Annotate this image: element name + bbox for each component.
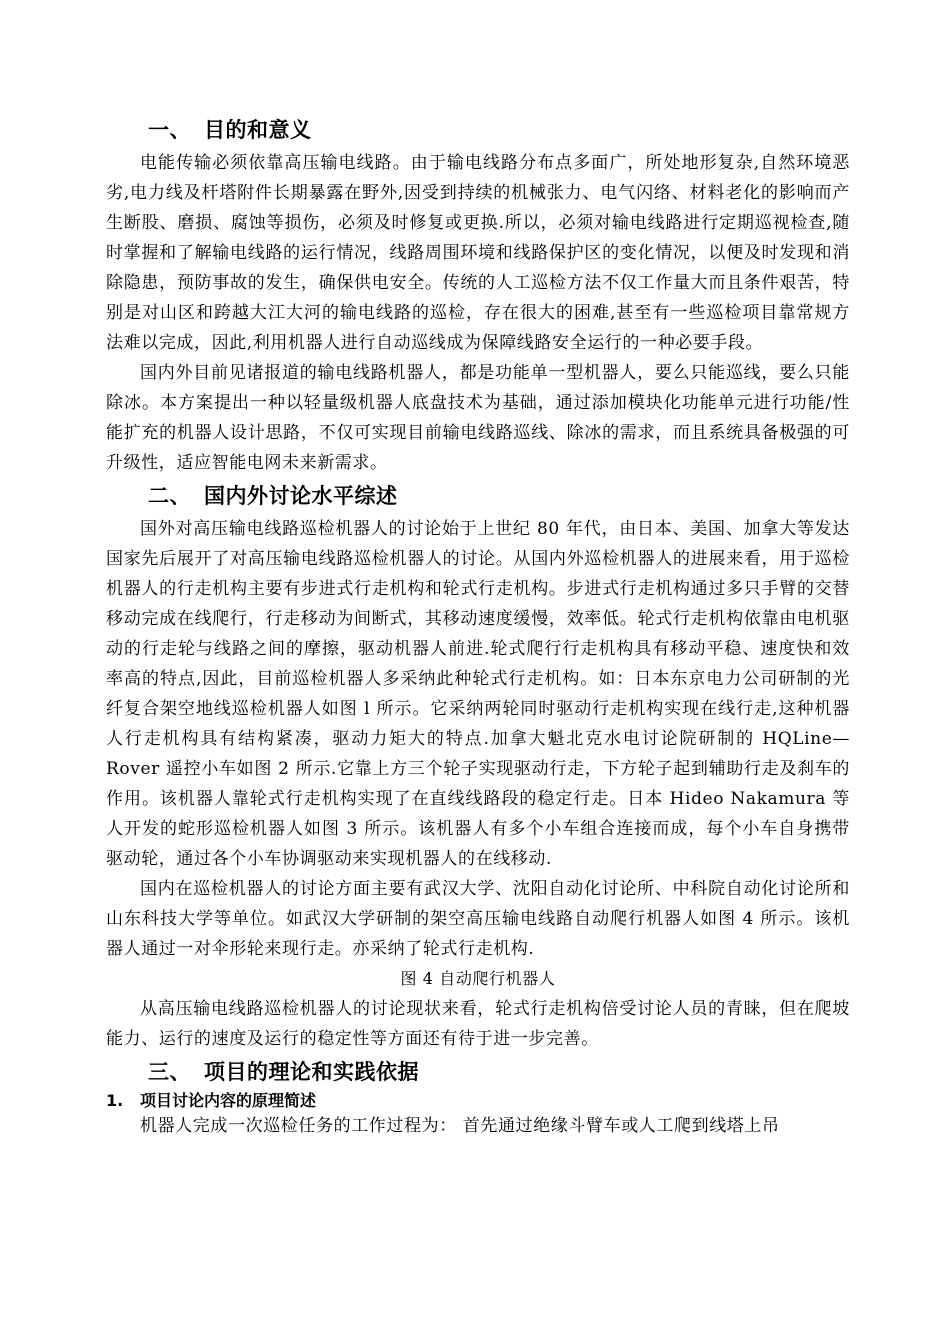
section-heading-1: [106, 112, 850, 148]
section-title: 目的和意义: [204, 118, 312, 142]
paragraph: 国内外目前见诸报道的输电线路机器人，都是功能单一型机器人，要么只能巡线，要么只能除冰。本方案提出一种以轻量级机器人底盘技术为基础，通过添加模块化功能单元进行功能/性能扩充的机器人设计思路，不仅可实现目前输电线路巡线、除冰的需求，而且系统具备极强的可升级性，适应智能电网未来新需求。: [106, 363, 850, 473]
paragraph: 电能传输必须依靠高压输电线路。由于输电线路分布点多面广，所处地形复杂,自然环境恶劣,电力线及杆塔附件长期暴露在野外,因受到持续的机械张力、电气闪络、材料老化的影响而产生断股、磨损、腐蚀等损伤，必须及时修复或更换.所以，必须对输电线路进行定期巡视检查,随时掌握和了解输电线路的运行情况，线路周围环境和线路保护区的变化情况，以便及时发现和消除隐患，预防事故的发生，确保供电安全。传统的人工巡检方法不仅工作量大而且条件艰苦，特别是对山区和跨越大江大河的输电线路的巡检，存在很大的困难,甚至有一些巡检项目靠常规方法难以完成，因此,利用机器人进行自动巡线成为保障线路安全运行的一种必要手段。: [106, 153, 850, 353]
paragraph: 机器人完成一次巡检任务的工作过程为： 首先通过绝缘斗臂车或人工爬到线塔上吊: [140, 1116, 780, 1136]
subsection-heading: [106, 1090, 850, 1112]
section-number: 二、: [148, 484, 191, 508]
section-heading-3: [106, 1054, 850, 1090]
section-heading-2: [106, 478, 850, 514]
section-title: 国内外讨论水平综述: [204, 484, 398, 508]
section-number: 一、: [148, 118, 191, 142]
paragraph: 国外对高压输电线路巡检机器人的讨论始于上世纪 80 年代，由日本、美国、加拿大等发达国家先后展开了对高压输电线路巡检机器人的讨论。从国内外巡检机器人的进展来看，用于巡检机器人的行走机构主要有步进式行走机构和轮式行走机构。步进式行走机构通过多只手臂的交替移动完成在线爬行，行走移动为间断式，其移动速度缓慢，效率低。轮式行走机构依靠由电机驱动的行走轮与线路之间的摩擦，驱动机器人前进.轮式爬行行走机构具有移动平稳、速度快和效率高的特点,因此，目前巡检机器人多采纳此种轮式行走机构。如：日本东京电力公司研制的光纤复合架空地线巡检机器人如图 l 所示。它采纳两轮同时驱动行走机构实现在线行走,这种机器人行走机构具有结构紧凑，驱动力矩大的特点.加拿大魁北克水电讨论院研制的 HQLine—Rover 遥控小车如图 2 所示.它靠上方三个轮子实现驱动行走，下方轮子起到辅助行走及刹车的作用。该机器人靠轮式行走机构实现了在直线线路段的稳定行走。日本 Hideo Nakamura 等人开发的蛇形巡检机器人如图 3 所示。该机器人有多个小车组合连接而成，每个小车自身携带驱动轮，通过各个小车协调驱动来实现机器人的在线移动.: [106, 519, 850, 869]
figure-caption: 图 4 自动爬行机器人: [400, 969, 556, 988]
subsection-number: 1.: [106, 1091, 124, 1110]
paragraph: 国内在巡检机器人的讨论方面主要有武汉大学、沈阳自动化讨论所、中科院自动化讨论所和山东科技大学等单位。如武汉大学研制的架空高压输电线路自动爬行机器人如图 4 所示。该机器人通过一对伞形轮来现行走。亦采纳了轮式行走机构.: [106, 879, 850, 959]
section-title: 项目的理论和实践依据: [204, 1060, 419, 1084]
paragraph: 从高压输电线路巡检机器人的讨论现状来看，轮式行走机构倍受讨论人员的青睐，但在爬坡能力、运行的速度及运行的稳定性等方面还有待于进一步完善。: [106, 999, 850, 1049]
section-number: 三、: [148, 1060, 191, 1084]
page-content: [106, 112, 850, 1140]
subsection-title: 项目讨论内容的原理简述: [140, 1091, 317, 1110]
